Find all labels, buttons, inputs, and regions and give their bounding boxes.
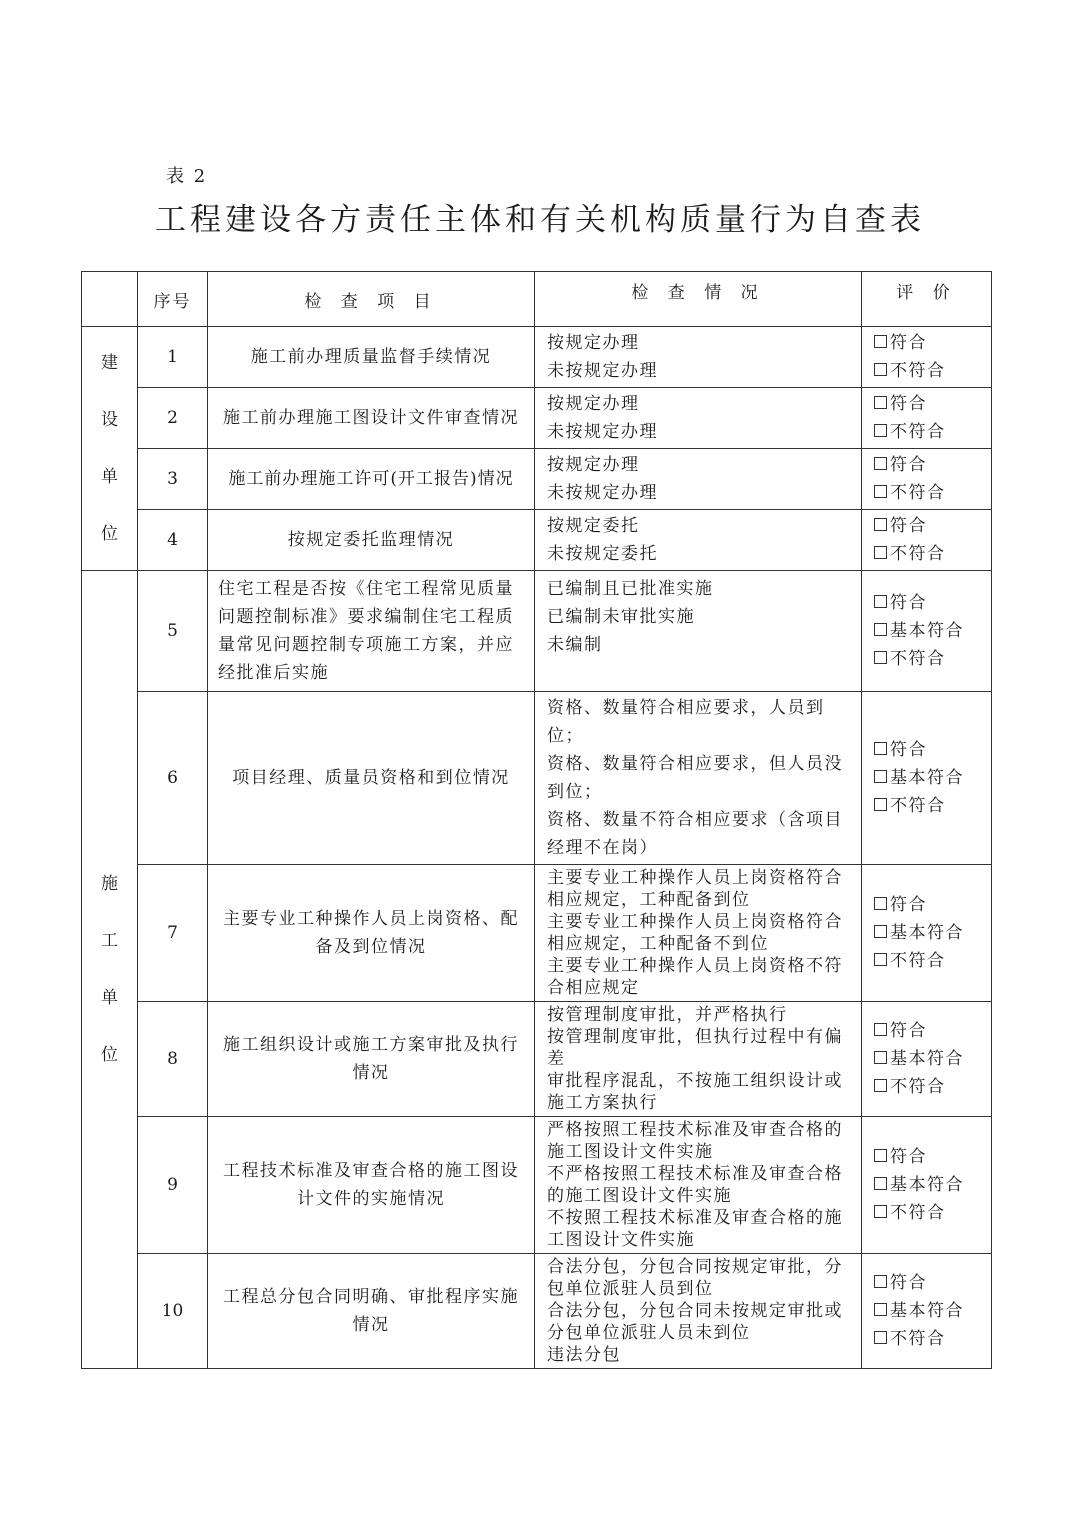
status-option: 合法分包，分包合同未按规定审批或分包单位派驻人员未到位 [547, 1301, 843, 1343]
check-item: 主要专业工种操作人员上岗资格、配备及到位情况 [208, 865, 535, 1002]
eval-option-basic[interactable]: 基本符合 [874, 617, 981, 645]
row-number: 9 [138, 1117, 208, 1254]
eval-option-basic[interactable]: 基本符合 [874, 919, 981, 947]
group-char: 单 [101, 987, 118, 1008]
checkbox-icon[interactable] [874, 518, 887, 531]
check-status [535, 692, 862, 865]
status-option: 资格、数量不符合相应要求（含项目经理不在岗） [547, 810, 843, 858]
check-status [535, 1002, 862, 1117]
group-char: 单 [101, 466, 118, 487]
row-number: 7 [138, 865, 208, 1002]
table-row [82, 449, 992, 510]
row-number: 6 [138, 692, 208, 865]
status-option: 未按规定办理 [547, 483, 658, 503]
status-option: 资格、数量符合相应要求，但人员没到位； [547, 754, 843, 802]
checkbox-icon[interactable] [874, 457, 887, 470]
eval-option-ok[interactable]: 符合 [874, 589, 981, 617]
checkbox-icon[interactable] [874, 770, 887, 783]
status-option: 严格按照工程技术标准及审查合格的施工图设计文件实施 [547, 1120, 843, 1162]
row-number: 8 [138, 1002, 208, 1117]
check-item: 工程总分包合同明确、审批程序实施情况 [208, 1254, 535, 1369]
row-number: 4 [138, 510, 208, 571]
status-option: 按规定办理 [547, 394, 640, 414]
checkbox-icon[interactable] [874, 1079, 887, 1092]
eval-option-not-ok[interactable]: 不符合 [874, 1199, 981, 1227]
table-row [82, 692, 992, 865]
evaluation [862, 449, 992, 510]
group-char: 施 [101, 873, 118, 894]
table-row [82, 571, 992, 692]
eval-option-basic[interactable]: 基本符合 [874, 1045, 981, 1073]
check-status [535, 388, 862, 449]
eval-option-basic[interactable]: 基本符合 [874, 1171, 981, 1199]
checkbox-icon[interactable] [874, 1331, 887, 1344]
checkbox-icon[interactable] [874, 897, 887, 910]
eval-option-ok[interactable]: 符合 [874, 1269, 981, 1297]
row-number: 10 [138, 1254, 208, 1369]
checkbox-icon[interactable] [874, 953, 887, 966]
checkbox-icon[interactable] [874, 651, 887, 664]
header-seq: 序号 [138, 272, 208, 327]
evaluation [862, 1117, 992, 1254]
group-char: 位 [101, 523, 118, 544]
eval-option-not-ok[interactable]: 不符合 [874, 792, 981, 820]
table-row [82, 327, 992, 388]
check-status [535, 865, 862, 1002]
check-item: 工程技术标准及审查合格的施工图设计文件的实施情况 [208, 1117, 535, 1254]
check-status [535, 1117, 862, 1254]
status-option: 已编制未审批实施 [547, 607, 695, 627]
status-option: 主要专业工种操作人员上岗资格符合相应规定，工种配备到位 [547, 868, 843, 910]
eval-option-not-ok[interactable]: 不符合 [874, 540, 981, 568]
evaluation [862, 1002, 992, 1117]
group-construction-unit [82, 327, 138, 571]
status-option: 不严格按照工程技术标准及审查合格的施工图设计文件实施 [547, 1164, 843, 1206]
status-option: 违法分包 [547, 1345, 621, 1365]
status-option: 未按规定办理 [547, 422, 658, 442]
status-option: 审批程序混乱，不按施工组织设计或施工方案执行 [547, 1071, 843, 1113]
eval-option-basic[interactable]: 基本符合 [874, 1297, 981, 1325]
check-item: 施工前办理施工许可(开工报告)情况 [208, 449, 535, 510]
check-status [535, 1254, 862, 1369]
status-option: 主要专业工种操作人员上岗资格不符合相应规定 [547, 956, 843, 998]
check-item: 施工前办理质量监督手续情况 [208, 327, 535, 388]
status-option: 按规定委托 [547, 516, 640, 536]
check-status [535, 571, 862, 692]
eval-option-ok[interactable]: 符合 [874, 1017, 981, 1045]
checkbox-icon[interactable] [874, 335, 887, 348]
eval-option-ok[interactable]: 符合 [874, 512, 981, 540]
status-option: 未编制 [547, 635, 603, 655]
status-option: 按规定办理 [547, 455, 640, 475]
page-title: 工程建设各方责任主体和有关机构质量行为自查表 [155, 202, 925, 238]
checkbox-icon[interactable] [874, 485, 887, 498]
check-item: 施工组织设计或施工方案审批及执行情况 [208, 1002, 535, 1117]
status-option: 按管理制度审批，但执行过程中有偏差 [547, 1027, 843, 1069]
group-char: 工 [101, 930, 118, 951]
evaluation [862, 388, 992, 449]
evaluation [862, 865, 992, 1002]
row-number: 5 [138, 571, 208, 692]
checkbox-icon[interactable] [874, 742, 887, 755]
header-eval: 评 价 [862, 272, 992, 327]
checkbox-icon[interactable] [874, 595, 887, 608]
table-row [82, 388, 992, 449]
group-char: 设 [101, 409, 118, 430]
header-row [82, 272, 992, 327]
check-item: 按规定委托监理情况 [208, 510, 535, 571]
check-status [535, 449, 862, 510]
eval-option-ok[interactable]: 符合 [874, 891, 981, 919]
checkbox-icon[interactable] [874, 1303, 887, 1316]
status-option: 已编制且已批准实施 [547, 579, 714, 599]
table-row [82, 1117, 992, 1254]
table-row [82, 1254, 992, 1369]
checkbox-icon[interactable] [874, 798, 887, 811]
check-item: 项目经理、质量员资格和到位情况 [208, 692, 535, 865]
header-status: 检 查 情 况 [535, 272, 862, 327]
evaluation [862, 1254, 992, 1369]
checkbox-icon[interactable] [874, 424, 887, 437]
checkbox-icon[interactable] [874, 1177, 887, 1190]
eval-option-not-ok[interactable]: 不符合 [874, 1325, 981, 1353]
eval-option-not-ok[interactable]: 不符合 [874, 645, 981, 673]
table-row [82, 1002, 992, 1117]
checkbox-icon[interactable] [874, 925, 887, 938]
checkbox-icon[interactable] [874, 363, 887, 376]
table-row [82, 865, 992, 1002]
evaluation [862, 510, 992, 571]
row-number: 3 [138, 449, 208, 510]
checkbox-icon[interactable] [874, 1023, 887, 1036]
group-char: 位 [101, 1044, 118, 1065]
check-status [535, 327, 862, 388]
header-group-blank [82, 272, 138, 327]
eval-option-not-ok[interactable]: 不符合 [874, 947, 981, 975]
evaluation [862, 571, 992, 692]
checkbox-icon[interactable] [874, 1275, 887, 1288]
evaluation [862, 692, 992, 865]
group-char: 建 [101, 352, 118, 373]
table-label: 表 2 [166, 166, 208, 187]
status-option: 未按规定办理 [547, 361, 658, 381]
checkbox-icon[interactable] [874, 546, 887, 559]
eval-option-not-ok[interactable]: 不符合 [874, 418, 981, 446]
checkbox-icon[interactable] [874, 396, 887, 409]
status-option: 不按照工程技术标准及审查合格的施工图设计文件实施 [547, 1208, 843, 1250]
checkbox-icon[interactable] [874, 1205, 887, 1218]
eval-option-basic[interactable]: 基本符合 [874, 764, 981, 792]
group-builder-unit [82, 571, 138, 1369]
check-status [535, 510, 862, 571]
evaluation [862, 327, 992, 388]
checkbox-icon[interactable] [874, 1149, 887, 1162]
check-item: 施工前办理施工图设计文件审查情况 [208, 388, 535, 449]
eval-option-ok[interactable]: 符合 [874, 329, 981, 357]
checkbox-icon[interactable] [874, 623, 887, 636]
table-row [82, 510, 992, 571]
status-option: 资格、数量符合相应要求，人员到位； [547, 698, 825, 746]
status-option: 合法分包，分包合同按规定审批，分包单位派驻人员到位 [547, 1257, 843, 1299]
eval-option-not-ok[interactable]: 不符合 [874, 1073, 981, 1101]
eval-option-not-ok[interactable]: 不符合 [874, 357, 981, 385]
eval-option-ok[interactable]: 符合 [874, 736, 981, 764]
status-option: 主要专业工种操作人员上岗资格符合相应规定，工种配备不到位 [547, 912, 843, 954]
eval-option-ok[interactable]: 符合 [874, 1143, 981, 1171]
eval-option-ok[interactable]: 符合 [874, 390, 981, 418]
status-option: 未按规定委托 [547, 544, 658, 564]
status-option: 按规定办理 [547, 333, 640, 353]
eval-option-not-ok[interactable]: 不符合 [874, 479, 981, 507]
row-number: 2 [138, 388, 208, 449]
row-number: 1 [138, 327, 208, 388]
eval-option-ok[interactable]: 符合 [874, 451, 981, 479]
header-item: 检 查 项 目 [208, 272, 535, 327]
status-option: 按管理制度审批，并严格执行 [547, 1005, 788, 1025]
check-item: 住宅工程是否按《住宅工程常见质量问题控制标准》要求编制住宅工程质量常见问题控制专项施工方案，并应经批准后实施 [208, 571, 535, 692]
checkbox-icon[interactable] [874, 1051, 887, 1064]
self-check-table [81, 271, 992, 1369]
